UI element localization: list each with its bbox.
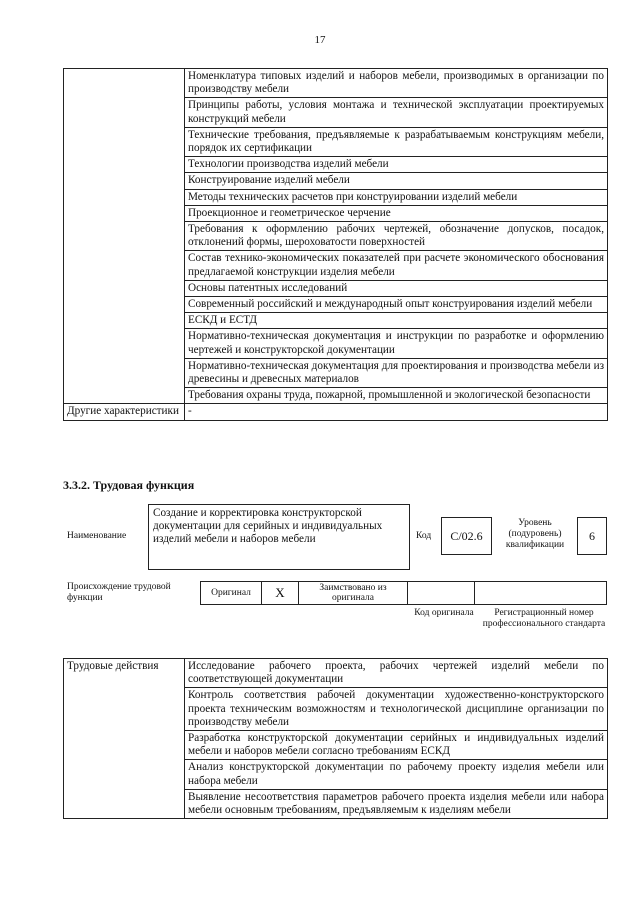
knowledge-item: Современный российский и международный опыт конструирования изделий мебели (185, 297, 608, 313)
knowledge-item: Технологии производства изделий мебели (185, 157, 608, 173)
qualification-level-label: Уровень (подуровень) квалификации (505, 518, 565, 550)
knowledge-item: Принципы работы, условия монтажа и технической эксплуатации проектируемых конструкций мебели (185, 98, 608, 127)
qualification-level-value: 6 (577, 517, 607, 555)
original-code-caption: Код оригинала (414, 608, 474, 618)
original-label: Оригинал (201, 582, 262, 605)
knowledge-item: Основы патентных исследований (185, 280, 608, 296)
knowledge-item: Нормативно-техническая документация и инструкции по разработке и оформлению чертежей и конструкторской документации (185, 329, 608, 358)
function-name-value: Создание и корректировка конструкторской документации для серийных и индивидуальных изделий мебели и наборов мебели (148, 504, 410, 570)
origin-label: Происхождение трудовой функции (67, 582, 171, 603)
origin-table (200, 581, 607, 605)
table-row (64, 659, 608, 688)
function-code-value: C/02.6 (441, 517, 492, 555)
knowledge-item: Технические требования, предъявляемые к разрабатываемым конструкциям мебели, порядок их сертификации (185, 127, 608, 156)
table-row (64, 69, 608, 98)
original-mark: X (262, 582, 299, 605)
registration-number-cell (475, 582, 607, 605)
table-row (64, 404, 608, 420)
action-item: Контроль соответствия рабочей документации художественно-конструкторского проекта техническим возможностям и технологической дисциплине организации по производству мебели (185, 688, 608, 731)
knowledge-item: Состав технико-экономических показателей при расчете экономического обоснования предлагаемой конструкции изделия мебели (185, 251, 608, 280)
original-code-cell (408, 582, 475, 605)
function-name-label: Наименование (67, 531, 127, 541)
action-item: Разработка конструкторской документации серийных и индивидуальных изделий мебели и наборов мебели согласно требованиям ЕСКД (185, 731, 608, 760)
knowledge-item: Методы технических расчетов при конструировании изделий мебели (185, 189, 608, 205)
knowledge-table (63, 68, 608, 421)
action-item: Исследование рабочего проекта, рабочих чертежей изделий мебели по соответствующей документации (185, 659, 608, 688)
labour-actions-table (63, 658, 608, 819)
action-item: Анализ конструкторской документации по рабочему проекту изделия мебели или набора мебели (185, 760, 608, 789)
labour-actions-label: Трудовые действия (64, 659, 185, 819)
section-heading: 3.3.2. Трудовая функция (63, 478, 195, 492)
function-code-label: Код (416, 531, 432, 541)
knowledge-item: ЕСКД и ЕСТД (185, 313, 608, 329)
registration-number-caption: Регистрационный номер профессионального стандарта (482, 608, 606, 629)
other-characteristics-value: - (185, 404, 608, 420)
action-item: Выявление несоответствия параметров рабочего проекта изделия мебели или набора мебели основным требованиям, предъявляемым к изделиям мебели (185, 789, 608, 818)
knowledge-item: Проекционное и геометрическое черчение (185, 205, 608, 221)
knowledge-item: Требования к оформлению рабочих чертежей, обозначение допусков, посадок, отклонений формы, шероховатости поверхностей (185, 222, 608, 251)
knowledge-item: Нормативно-техническая документация для проектирования и производства мебели из древесины и древесных материалов (185, 358, 608, 387)
page-number: 17 (314, 34, 326, 46)
table-cell-empty (64, 69, 185, 404)
knowledge-item: Номенклатура типовых изделий и наборов мебели, производимых в организации по производству мебели (185, 69, 608, 98)
borrowed-label: Заимствовано из оригинала (299, 582, 408, 605)
other-characteristics-label: Другие характеристики (64, 404, 185, 420)
knowledge-item: Конструирование изделий мебели (185, 173, 608, 189)
table-row (201, 582, 607, 605)
knowledge-item: Требования охраны труда, пожарной, промышленной и экологической безопасности (185, 388, 608, 404)
